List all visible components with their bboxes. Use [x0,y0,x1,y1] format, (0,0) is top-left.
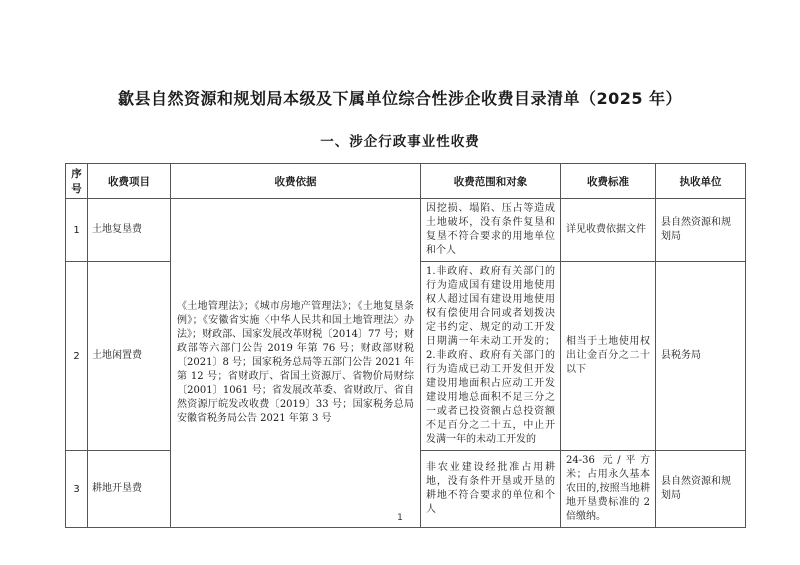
table-header-row [66,164,746,199]
section-heading: 一、涉企行政事业性收费 [320,134,480,150]
seq-cell: 2 [66,262,88,451]
page-title-suffix: 本级及下属单位综合性涉企收费目录清单（2025 年） [282,89,683,108]
col-header-seq: 序号 [66,164,88,199]
col-header-item: 收费项目 [88,164,171,199]
page-number: 1 [397,513,403,523]
standard-cell: 详见收费依据文件 [561,199,656,262]
agency-cell: 县自然资源和规划局 [656,451,746,528]
item-cell: 土地闲置费 [88,262,171,451]
standard-cell: 相当于土地使用权出让金百分之二十以下 [561,262,656,451]
col-header-scope: 收费范围和对象 [421,164,561,199]
page-title [0,86,800,109]
col-header-agency: 执收单位 [656,164,746,199]
seq-cell: 3 [66,451,88,528]
item-cell: 土地复垦费 [88,199,171,262]
col-header-standard: 收费标准 [561,164,656,199]
scope-cell: 因挖损、塌陷、压占等造成土地破坏，没有条件复垦和复垦不符合要求的用地单位和个人 [421,199,561,262]
scope-cell: 1.非政府、政府有关部门的行为造成国有建设用地使用权人超过国有建设用地使用权有偿使用合同或者划拨决定书约定、规定的动工开发日期满一年未动工开发的；2.非政府、政府有关部门的行为造成已动工开发但开发建设用地面积占应动工开发建设用地总面积不足三分之一或者已投资额占总投资额不足百分之二十五，中止开发满一年的未动工开发的 [421,262,561,451]
standard-cell: 24-36 元/平方米；占用永久基本农田的,按照当地耕地开垦费标准的 2 倍缴纳。 [561,451,656,528]
seq-cell: 1 [66,199,88,262]
scope-cell: 非农业建设经批准占用耕地，没有条件开垦或开垦的耕地不符合要求的单位和个人 [421,451,561,528]
basis-cell-merged: 《土地管理法》；《城市房地产管理法》；《土地复垦条例》；《安徽省实施〈中华人民共和国土地管理法〉办法》；财政部、国家发展改革财税〔2014〕77 号；财政部等六部门公告 2019 年第 76 号；财政部财税〔2021〕8 号；国家税务总局等五部门公告 2021 年第 12 号；省财政厅、省国土资源厅、省物价局财综〔2001〕1061 号；省发展改革委、省财政厅、省自然资源厅皖发改收费〔2019〕33 号；国家税务总局安徽省税务局公告 2021 年第 3 号 [171,199,421,528]
agency-cell: 县自然资源和规划局 [656,199,746,262]
page-title-organization: 歙县自然资源和规划局 [117,89,283,108]
fee-table [65,163,746,528]
item-cell: 耕地开垦费 [88,451,171,528]
col-header-basis: 收费依据 [171,164,421,199]
agency-cell: 县税务局 [656,262,746,451]
table-row [66,199,746,262]
